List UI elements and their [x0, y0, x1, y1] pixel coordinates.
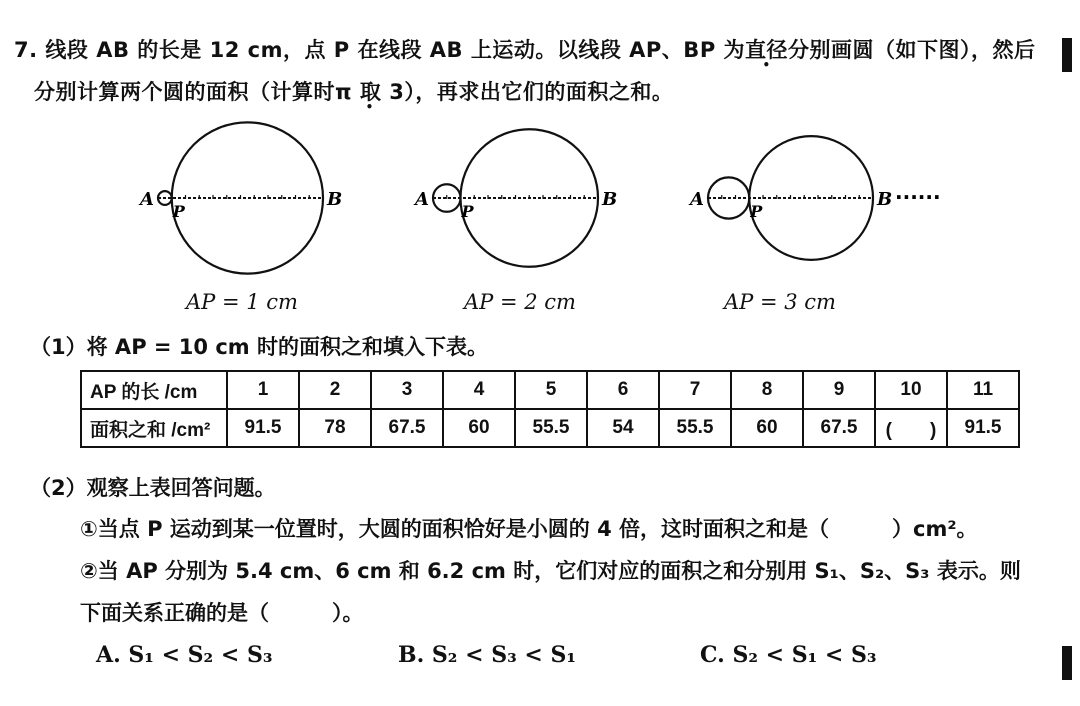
question-line-2	[34, 76, 673, 106]
table-cell: 7	[659, 371, 731, 409]
caption-ap-2: AP = 2 cm	[464, 290, 576, 314]
ellipsis-dots: ······	[895, 185, 941, 209]
question-text-1b: 分别画圆（如下图），然后	[788, 38, 1036, 62]
question-text-2a: 分别计算两个圆的面积（计算时	[34, 80, 335, 104]
row-header-ap: AP 的长 /cm	[81, 371, 227, 409]
part2-label: （2）	[30, 476, 87, 500]
label-a: A	[140, 189, 154, 210]
table-cell: 9	[803, 371, 875, 409]
table-cell: 8	[731, 371, 803, 409]
table-cell: 91.5	[227, 409, 299, 447]
table-cell: 2	[299, 371, 371, 409]
option-c[interactable]: C. S₂ < S₁ < S₃	[700, 642, 877, 668]
emphasis-pi: π 取 3 •	[335, 80, 404, 104]
label-a: A	[415, 189, 429, 210]
question-number: 7.	[14, 38, 38, 62]
table-row-area	[81, 409, 1019, 447]
scan-edge-mark-bottom	[1062, 646, 1072, 680]
question-text-1a: 线段 AB 的长是 12 cm，点 P 在线段 AB 上运动。以线段 AP、BP 为	[45, 38, 746, 62]
table-cell: 60	[443, 409, 515, 447]
table-cell: 6	[587, 371, 659, 409]
label-p: P	[461, 202, 474, 221]
table-cell: 5	[515, 371, 587, 409]
part2-heading	[30, 472, 276, 502]
part2-title: 观察上表回答问题。	[86, 476, 276, 500]
label-b: B	[602, 189, 618, 210]
table-cell: 11	[947, 371, 1019, 409]
caption-ap-3: AP = 3 cm	[724, 290, 836, 314]
table-cell: 78	[299, 409, 371, 447]
table-cell: 55.5	[515, 409, 587, 447]
label-b: B	[327, 189, 343, 210]
emphasis-diameter: 直径	[745, 38, 789, 62]
table-cell: 10	[875, 371, 947, 409]
question-text-2b: ），再求出它们的面积之和。	[404, 80, 674, 104]
table-cell: 54	[587, 409, 659, 447]
part2-question-2-line-1: ②当 AP 分别为 5.4 cm、6 cm 和 6.2 cm 时，它们对应的面积之和分别用 S₁、S₂、S₃ 表示。则	[80, 559, 1021, 583]
part1-text: 将 AP = 10 cm 时的面积之和填入下表。	[86, 335, 488, 359]
option-a[interactable]: A. S₁ < S₂ < S₃	[96, 642, 273, 668]
table-cell: 60	[731, 409, 803, 447]
label-p: P	[172, 202, 185, 221]
table-cell: 55.5	[659, 409, 731, 447]
table-cell: 67.5	[371, 409, 443, 447]
table-row-ap	[81, 371, 1019, 409]
table-cell: 4	[443, 371, 515, 409]
part2-question-2-line-2: 下面关系正确的是（ ）。	[80, 601, 364, 625]
option-b[interactable]: B. S₂ < S₃ < S₁	[398, 642, 576, 668]
part1-heading	[30, 331, 488, 361]
table-cell: 91.5	[947, 409, 1019, 447]
part1-label: （1）	[30, 335, 87, 359]
label-a: A	[690, 189, 704, 210]
scan-edge-mark-top	[1062, 38, 1072, 72]
table-cell: 67.5	[803, 409, 875, 447]
area-sum-table	[80, 370, 1020, 448]
table-cell: 3	[371, 371, 443, 409]
part2-question-1: ①当点 P 运动到某一位置时，大圆的面积恰好是小圆的 4 倍，这时面积之和是（ ）cm²。	[80, 517, 978, 541]
label-b: B	[877, 189, 893, 210]
answer-blank-cell[interactable]: ( )	[875, 409, 947, 447]
table-cell: 1	[227, 371, 299, 409]
label-p: P	[750, 202, 763, 221]
row-header-area: 面积之和 /cm²	[81, 409, 227, 447]
question-line-1	[14, 34, 1036, 64]
caption-ap-1: AP = 1 cm	[186, 290, 298, 314]
